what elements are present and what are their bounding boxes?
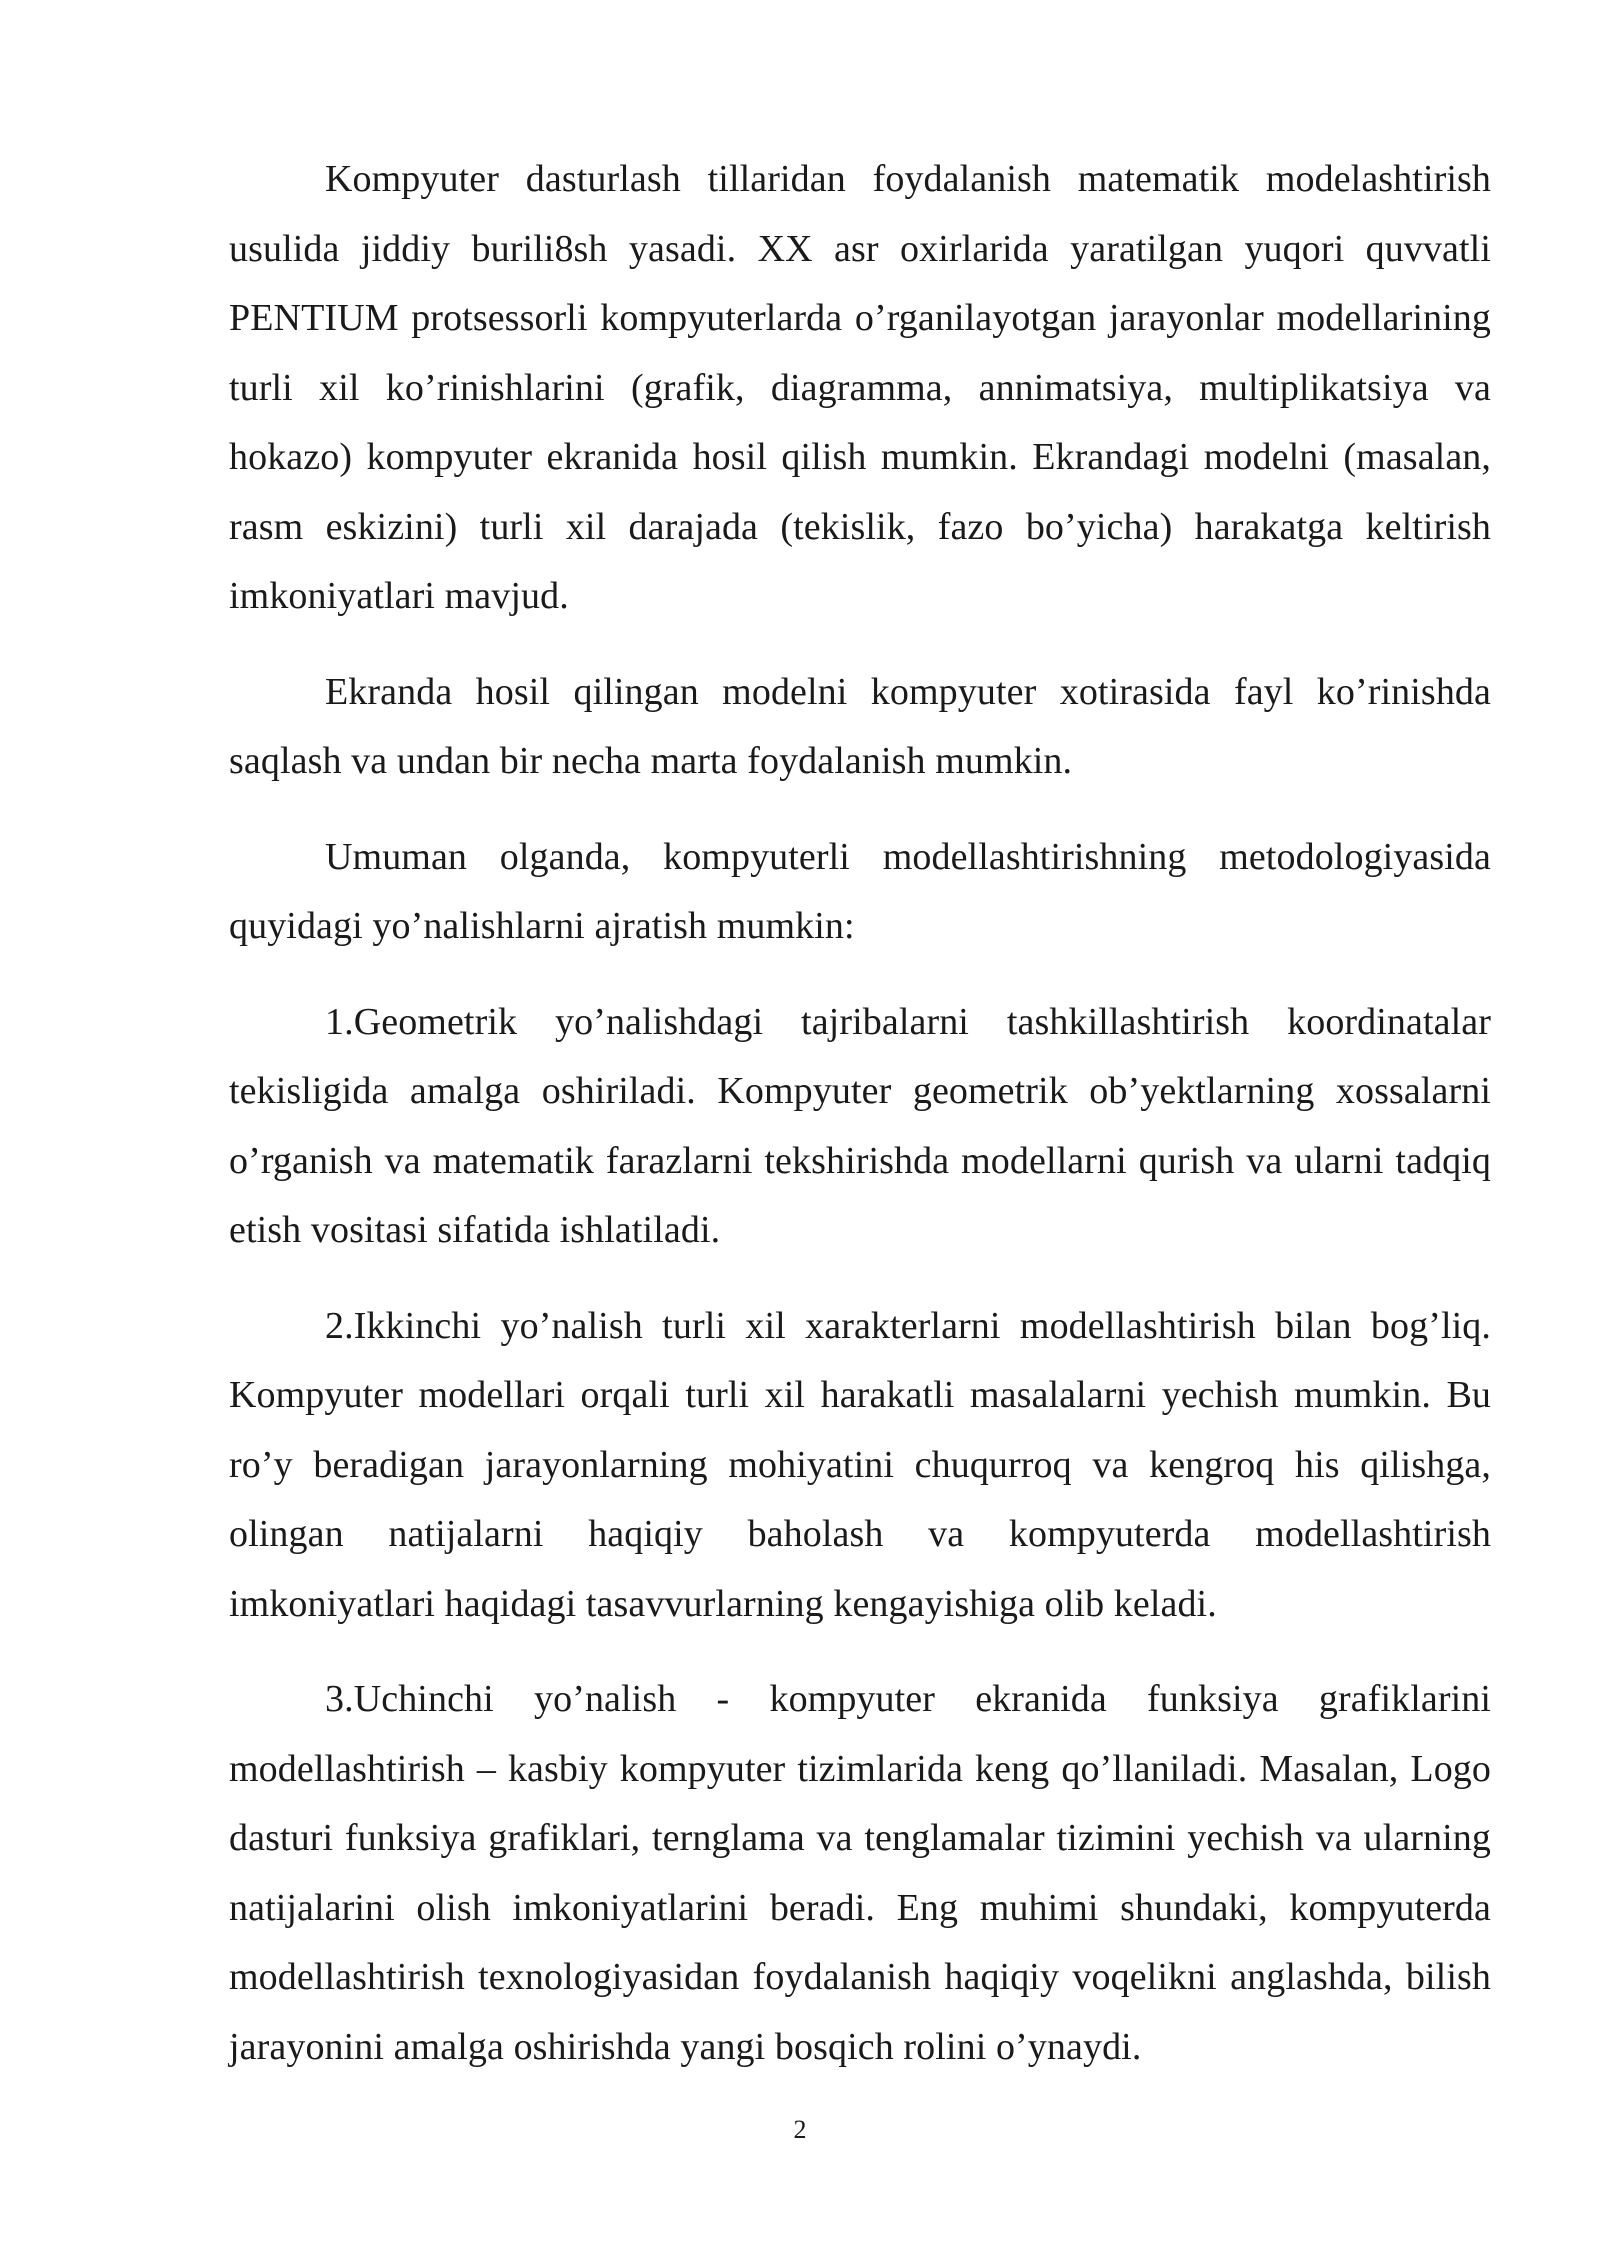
- paragraph-third-direction: 3.Uchinchi yo’nalish - kompyuter ekranida funksiya grafiklarini modellashtirish – kasbiy kompyuter tizimlarida keng qo’llaniladi. Masalan, Logo dasturi funksiya grafiklari, ternglama va tenglamalar tizimini yechish va ularning natijalarini olish imkoniyatlarini beradi. Eng muhimi shundaki, kompyuterda modellashtirish texnologiyasidan foydalanish haqiqiy voqelikni anglashda, bilish jarayonini amalga oshirishda yangi bosqich rolini o’ynaydi.: [229, 1678, 1491, 2068]
- paragraph-geometric-direction: 1.Geometrik yo’nalishdagi tajribalarni tashkillashtirish koordinatalar tekisligida amalga oshiriladi. Kompyuter geometrik ob’yektlarning xossalarni o’rganish va matematik farazlarni tekshirishda modellarni qurish va ularni tadqiq etish vositasi sifatida ishlatiladi.: [229, 1000, 1491, 1251]
- paragraph-2: Ekranda hosil qilingan modelni kompyuter xotirasida fayl ko’rinishda saqlash va undan bir necha marta foydalanish mumkin.: [229, 670, 1491, 782]
- paragraph-1: Kompyuter dasturlash tillaridan foydalanish matematik modelashtirish usulida jiddiy burili8sh yasadi. XX asr oxirlarida yaratilgan yuqori quvvatli PENTIUM protsessorli kompyuterlarda o’rganilayotgan jarayonlar modellarining turli xil ko’rinishlarini (grafik, diagramma, annimatsiya, multiplikatsiya va hokazo) kompyuter ekranida hosil qilish mumkin. Ekrandagi modelni (masalan, rasm eskizini) turli xil darajada (tekislik, fazo bo’yicha) harakatga keltirish imkoniyatlari mavjud.: [229, 158, 1491, 617]
- paragraph-second-direction: 2.Ikkinchi yo’nalish turli xil xarakterlarni modellashtirish bilan bog’liq. Kompyuter modellari orqali turli xil harakatli masalalarni yechish mumkin. Bu ro’y beradigan jarayonlarning mohiyatini chuqurroq va kengroq his qilishga, olingan natijalarni haqiqiy baholash va kompyuterda modellashtirish imkoniyatlari haqidagi tasavvurlarning kengayishiga olib keladi.: [229, 1304, 1491, 1625]
- document-body: [229, 145, 1491, 2108]
- page-number: 2: [793, 2115, 807, 2144]
- paragraph-3: Umuman olganda, kompyuterli modellashtirishning metodologiyasida quyidagi yo’nalishlarni ajratish mumkin:: [229, 835, 1491, 947]
